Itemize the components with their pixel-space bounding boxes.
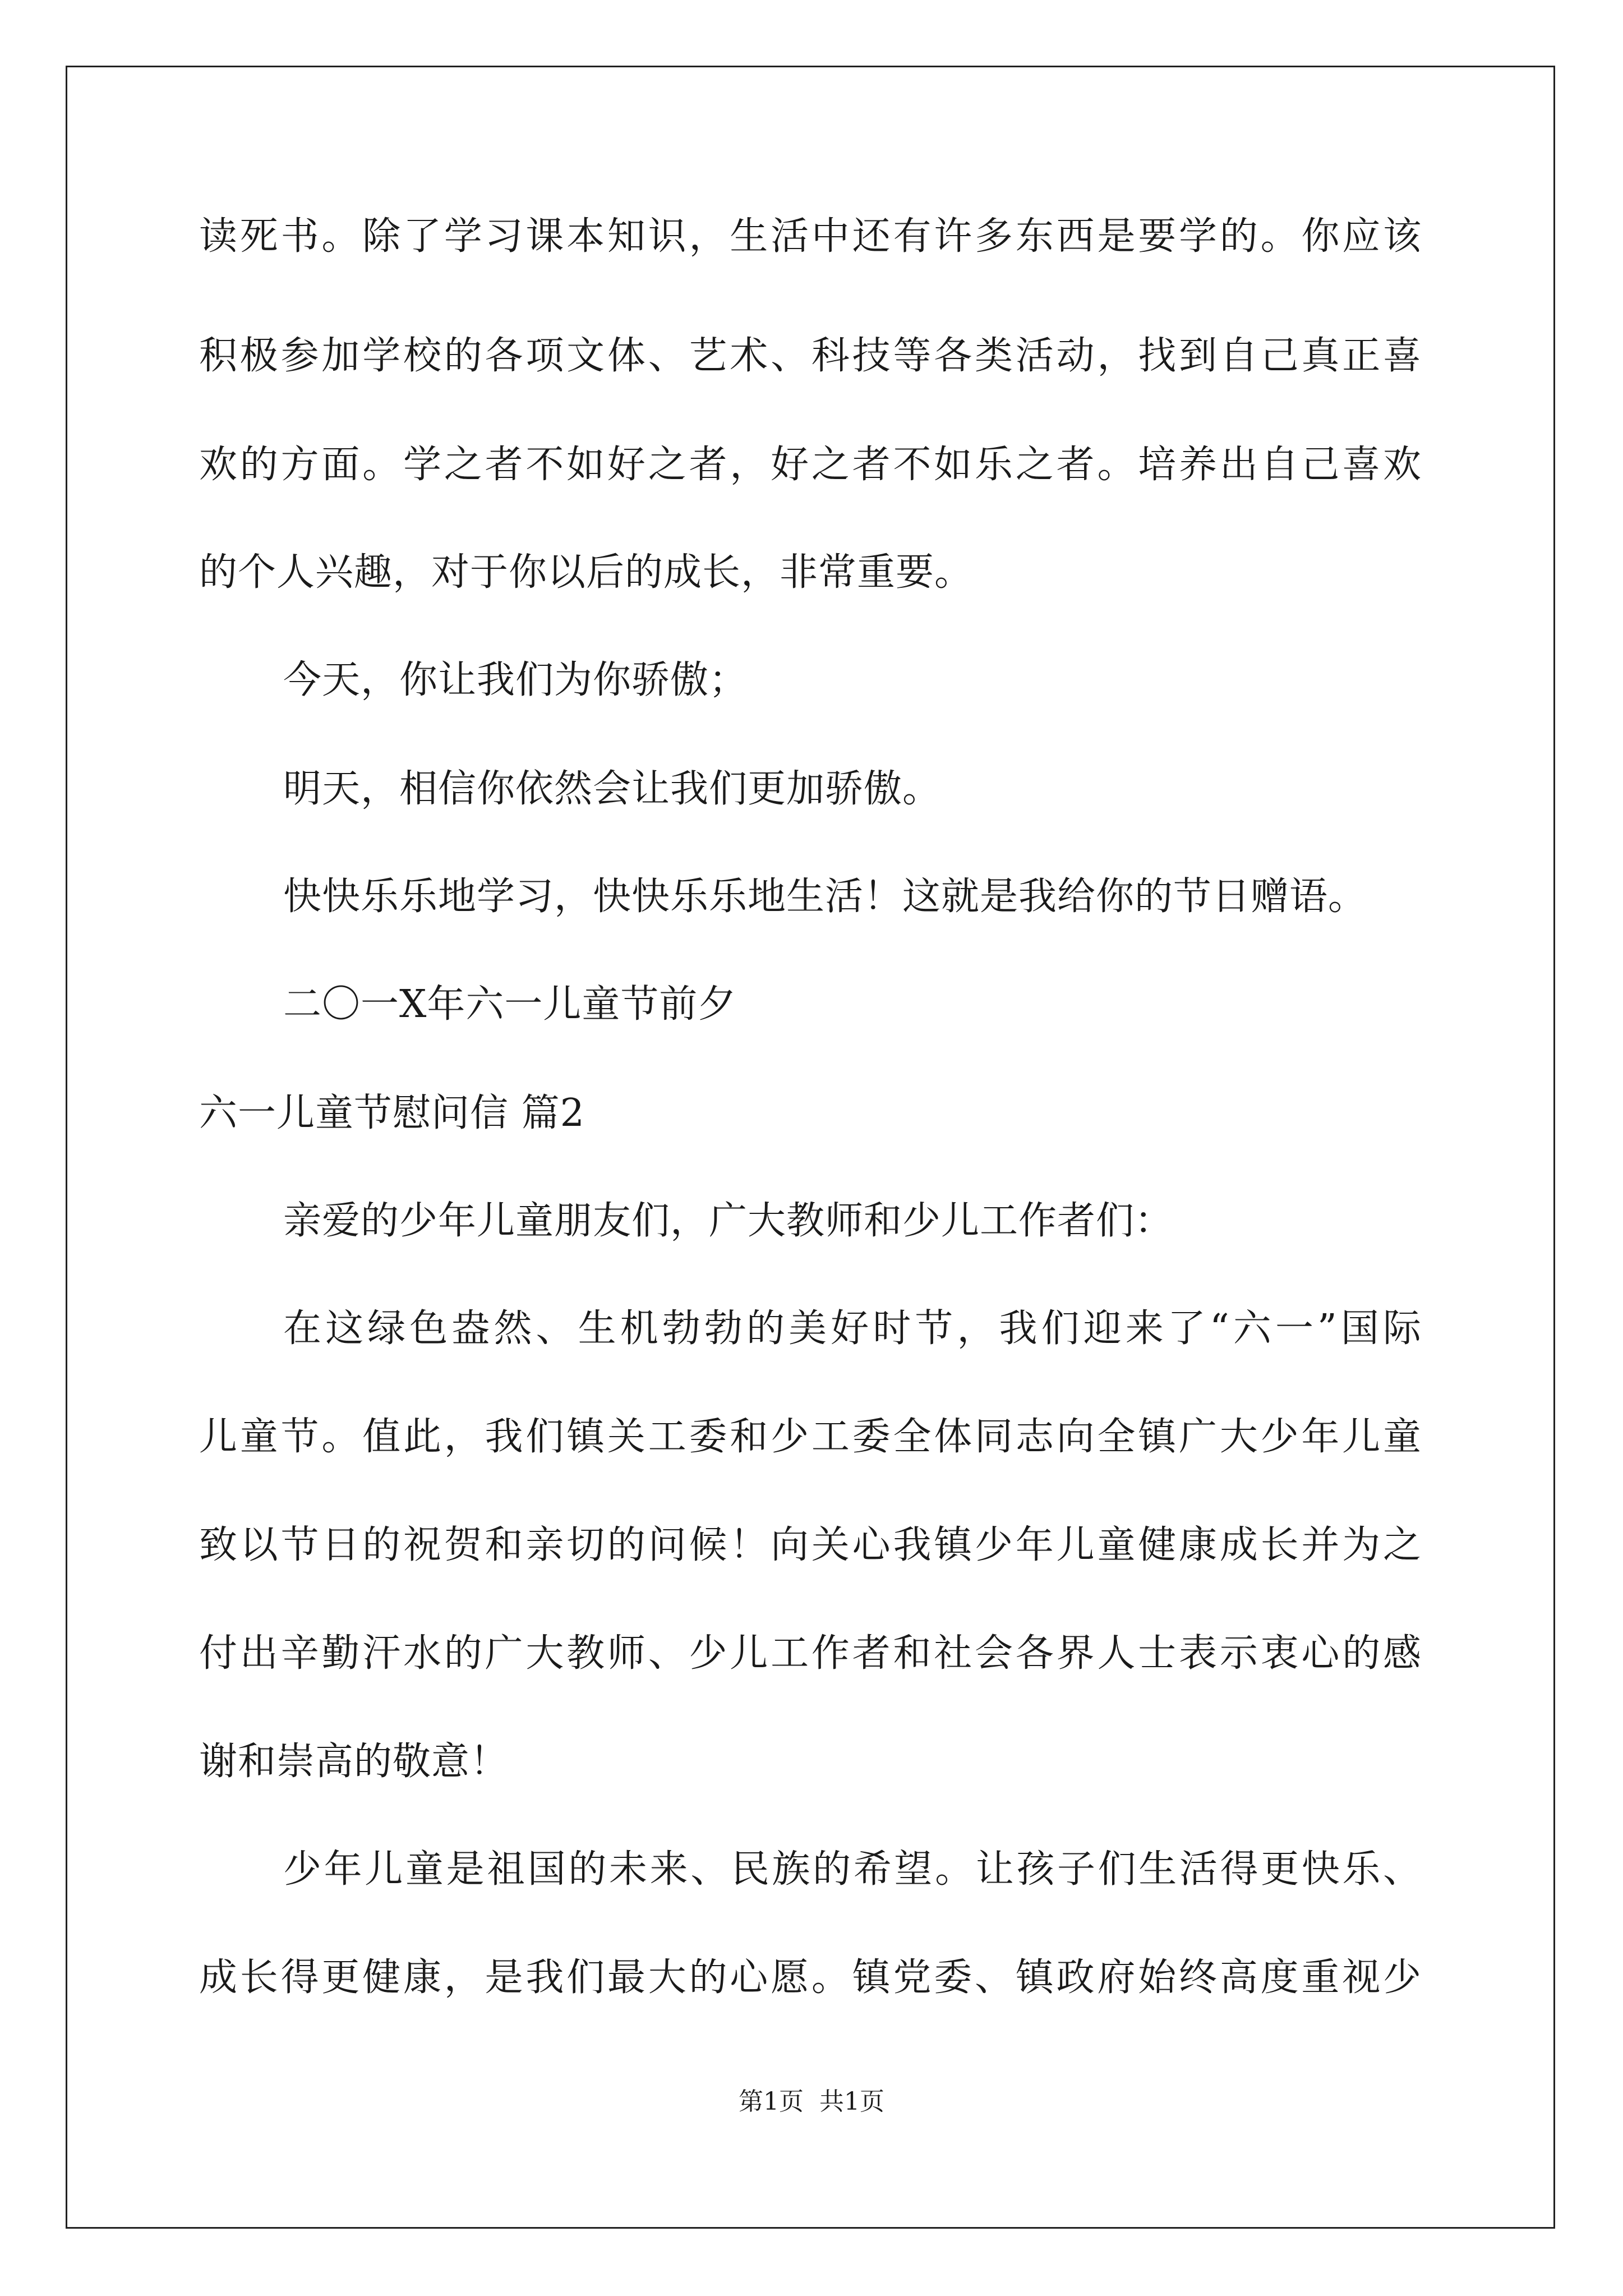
body-line-3: 欢的方面。学之者不如好之者，好之者不如乐之者。培养出自己喜欢 — [199, 443, 1422, 487]
body-line-7: 快快乐乐地学习，快快乐乐地生活！这就是我给你的节日赠语。 — [283, 875, 1367, 919]
page-border — [66, 66, 1555, 2229]
body-line-13: 致以节日的祝贺和亲切的问候！向关心我镇少年儿童健康成长并为之 — [199, 1523, 1422, 1567]
body-line-6: 明天，相信你依然会让我们更加骄傲。 — [283, 767, 942, 811]
body-line-14: 付出辛勤汗水的广大教师、少儿工作者和社会各界人士表示衷心的感 — [199, 1631, 1422, 1676]
page-footer: 第1页 共1页 — [739, 2087, 884, 2116]
body-line-11: 在这绿色盎然、生机勃勃的美好时节，我们迎来了“六一”国际 — [283, 1306, 1422, 1351]
body-line-15: 谢和崇高的敬意！ — [199, 1740, 509, 1784]
body-line-5: 今天，你让我们为你骄傲； — [283, 658, 748, 702]
body-line-17: 成长得更健康，是我们最大的心愿。镇党委、镇政府始终高度重视少 — [199, 1955, 1422, 2000]
body-line-12: 儿童节。值此，我们镇关工委和少工委全体同志向全镇广大少年儿童 — [199, 1415, 1422, 1459]
salutation-line: 亲爱的少年儿童朋友们，广大教师和少儿工作者们： — [283, 1199, 1174, 1243]
body-line-1: 读死书。除了学习课本知识，生活中还有许多东西是要学的。你应该 — [199, 214, 1422, 259]
section-heading: 六一儿童节慰问信 篇2 — [199, 1091, 585, 1135]
body-line-16: 少年儿童是祖国的未来、民族的希望。让孩子们生活得更快乐、 — [283, 1847, 1422, 1892]
body-line-4: 的个人兴趣，对于你以后的成长，非常重要。 — [199, 550, 974, 595]
body-line-2: 积极参加学校的各项文体、艺术、科技等各类活动，找到自己真正喜 — [199, 334, 1422, 378]
date-line: 二〇一X年六一儿童节前夕 — [283, 982, 737, 1027]
